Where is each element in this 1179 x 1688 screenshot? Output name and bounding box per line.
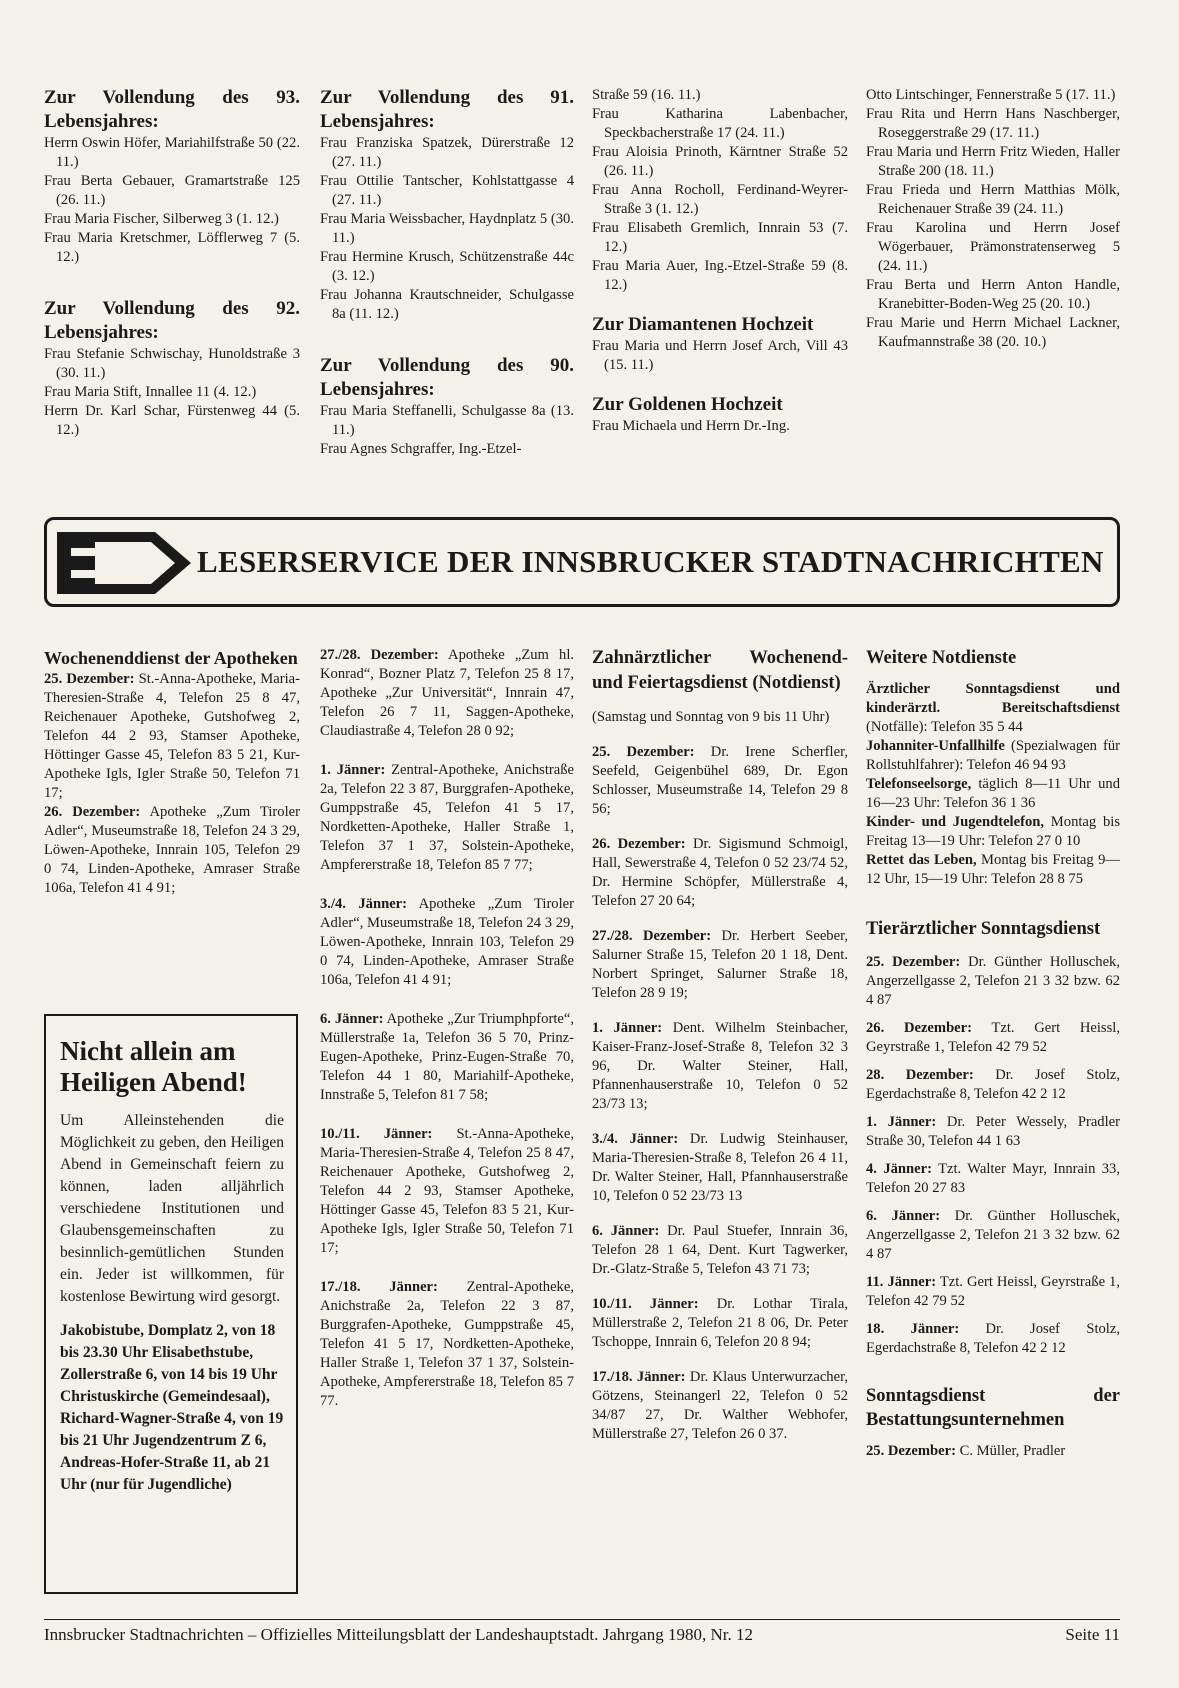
arrow-logo-icon — [55, 530, 195, 596]
list-item — [866, 953, 1120, 1010]
list-item: Frau Rita und Herrn Hans Naschberger, Roseggerstraße 29 (17. 11.) — [866, 106, 1120, 141]
section-heading: Zur Goldenen Hochzeit — [592, 394, 783, 415]
entry-date: 27./28. Dezember: — [320, 647, 439, 663]
entry-text: Dr. Günther Holluschek, Angerzellgasse 2, Telefon 21 3 32 bzw. 62 4 87 — [866, 1208, 1120, 1262]
list-item: Frau Michaela und Herrn Dr.-Ing. — [592, 418, 790, 434]
entry-label: Telefonseelsorge, — [866, 776, 972, 792]
list-item: Frau Karolina und Herrn Josef Wögerbauer, Prämonstratenserweg 5 (24. 11.) — [866, 220, 1120, 274]
entry-date: 1. Jänner: — [866, 1114, 937, 1130]
apotheken-column-2 — [320, 646, 574, 1411]
top-column-4 — [866, 86, 1120, 352]
section-heading: Zur Vollendung des 91. Lebensjahres: — [320, 87, 574, 132]
entry-text: Montag bis Freitag 13—19 Uhr: Telefon 27 0 10 — [866, 814, 1120, 849]
list-item: Frau Franziska Spatzek, Dürerstraße 12 (27. 11.) — [320, 135, 574, 170]
section-heading: Zur Vollendung des 92. Lebensjahres: — [44, 298, 300, 343]
list-item — [866, 1320, 1120, 1358]
top-column-3 — [592, 86, 848, 436]
entry-text: Dr. Peter Wessely, Pradler Straße 30, Telefon 44 1 63 — [866, 1114, 1120, 1149]
top-column-2 — [320, 86, 574, 459]
entry-date: 3./4. Jänner: — [320, 896, 408, 912]
page-footer — [44, 1625, 1120, 1645]
entry-date: 6. Jänner: — [866, 1208, 941, 1224]
list-item — [320, 1125, 574, 1258]
list-item: Frau Berta und Herrn Anton Handle, Kranebitter-Boden-Weg 25 (20. 10.) — [866, 277, 1120, 312]
list-item: Frau Agnes Schgraffer, Ing.-Etzel- — [320, 441, 522, 457]
list-item — [866, 1442, 1120, 1461]
entry-text: Apotheke „Zum Tiroler Adler“, Museumstraße 18, Telefon 24 3 29, Löwen-Apotheke, Innrain 105, Telefon 29 0 74, Linden-Apotheke, Amraser Straße 106a, Telefon 41 4 91; — [44, 804, 300, 896]
list-item — [44, 803, 300, 898]
list-item — [320, 895, 574, 990]
list-item: Frau Marie und Herrn Michael Lackner, Kaufmannstraße 38 (20. 10.) — [866, 315, 1120, 350]
page-number: Seite 11 — [1065, 1625, 1120, 1644]
list-item — [866, 813, 1120, 851]
entry-text: Apotheke „Zum Tiroler Adler“, Museumstraße 18, Telefon 24 3 29, Löwen-Apotheke, Innrain 103, Telefon 29 0 74, Linden-Apotheke, Amraser Straße 106a, Telefon 41 4 91; — [320, 896, 574, 988]
entry-text: St.-Anna-Apotheke, Maria-Theresien-Straße 4, Telefon 25 8 47, Reichenauer Apotheke, Gutshofweg 2, Telefon 44 2 93, Stamser Apotheke, Höttinger Gasse 45, Telefon 83 5 21, Kur-Apotheke Igls, Igler Straße 50, Telefon 71 17; — [44, 671, 300, 801]
entry-date: 25. Dezember: — [866, 1443, 956, 1459]
entry-date: 17./18. Jänner: — [320, 1279, 438, 1295]
entry-text: Dr. Herbert Seeber, Salurner Straße 15, Telefon 20 1 18, Dent. Norbert Springet, Salurner Straße 18, Telefon 28 9 19; — [592, 928, 848, 1001]
box-text: Um Alleinstehenden die Möglichkeit zu geben, den Heiligen Abend in Gemeinschaft feiern zu können, laden alljährlich verschiedene Institutionen und Glaubensgemeinschaften zu besinnlich-gemütlichen Stunden ein. Jeder ist willkommen, für kostenlose Bewirtung wird gesorgt. — [60, 1112, 284, 1305]
top-column-1 — [44, 86, 300, 440]
list-item — [592, 835, 848, 911]
list-item: Frau Frieda und Herrn Matthias Mölk, Reichenauer Straße 39 (24. 11.) — [866, 182, 1120, 217]
entry-date: 25. Dezember: — [592, 744, 695, 760]
list-item — [592, 927, 848, 1003]
list-item: Frau Anna Rocholl, Ferdinand-Weyrer-Straße 3 (1. 12.) — [592, 182, 848, 217]
entry-text: Zentral-Apotheke, Anichstraße 2a, Telefon 22 3 87, Burggrafen-Apotheke, Gumppstraße 45, Telefon 41 5 17, Nordketten-Apotheke, Haller Straße 1, Telefon 37 1 37, Solstein-Apotheke, Ampfererstraße 18, Telefon 85 7 77; — [320, 762, 574, 873]
entry-label: Kinder- und Jugendtelefon, — [866, 814, 1045, 830]
entry-label: Rettet das Leben, — [866, 852, 977, 868]
entry-date: 1. Jänner: — [592, 1020, 663, 1036]
apotheken-column-1 — [44, 646, 300, 898]
list-item — [592, 1368, 848, 1444]
entry-text: Dr. Irene Scherfler, Seefeld, Geigenbühel 689, Dr. Egon Schlosser, Museumstraße 14, Telefon 29 8 56; — [592, 744, 848, 817]
list-item — [866, 1207, 1120, 1264]
section-heading: Zur Vollendung des 90. Lebensjahres: — [320, 355, 574, 400]
entry-text: täglich 8—11 Uhr und 16—23 Uhr: Telefon 36 1 36 — [866, 776, 1120, 811]
box-addresses: Jakobistube, Domplatz 2, von 18 bis 23.30 Uhr Elisabethstube, Zollerstraße 6, von 14 bis 19 Uhr Christuskirche (Gemeindesaal), Richard-Wagner-Straße 4, von 19 bis 21 Uhr Jugendzentrum Z 6, Andreas-Hofer-Straße 11, ab 21 Uhr (nur für Jugendliche) — [60, 1322, 284, 1493]
section-heading: Zur Vollendung des 93. Lebensjahres: — [44, 87, 300, 132]
entry-text: St.-Anna-Apotheke, Maria-Theresien-Straße 4, Telefon 25 8 47, Reichenauer Apotheke, Gutshofweg 2, Telefon 44 2 93, Stamser Apotheke, Höttinger Gasse 45, Telefon 83 5 21, Kur-Apotheke Igls, Igler Straße 50, Telefon 71 17; — [320, 1126, 574, 1256]
list-item: Frau Ottilie Tantscher, Kohlstattgasse 4 (27. 11.) — [320, 173, 574, 208]
entry-date: 17./18. Jänner: — [592, 1369, 686, 1385]
list-item — [320, 1278, 574, 1411]
entry-date: 28. Dezember: — [866, 1067, 974, 1083]
entry-text: Dr. Josef Stolz, Egerdachstraße 8, Telefon 42 2 12 — [866, 1067, 1121, 1102]
section-heading: Zur Diamantenen Hochzeit — [592, 314, 814, 335]
bestattung-heading: Sonntagsdienst der Bestattungsunternehmen — [866, 1386, 1120, 1430]
entry-text: Dr. Sigismund Schmoigl, Hall, Sewerstraße 4, Telefon 0 52 23/74 52, Dr. Hermine Schöpfer, Müllerstraße 4, Telefon 27 20 64; — [592, 836, 848, 909]
list-item — [320, 646, 574, 741]
list-item — [866, 1019, 1120, 1057]
entry-text: Apotheke „Zur Triumphpforte“, Müllerstraße 1a, Telefon 36 5 70, Prinz-Eugen-Apotheke, Prinz-Eugen-Straße 70, Telefon 44 1 80, Mariahilf-Apotheke, Innstraße 5, Telefon 81 7 58; — [320, 1011, 574, 1103]
list-item — [866, 851, 1120, 889]
entry-text: Dr. Paul Stuefer, Innrain 36, Telefon 28 1 64, Dent. Kurt Tagwerker, Dr.-Glatz-Straße 5, Telefon 43 71 73; — [592, 1223, 848, 1277]
zahnarzt-heading: Zahnärztlicher Wochenend- und Feiertagsdienst (Notdienst) — [592, 648, 848, 693]
list-item: Frau Berta Gebauer, Gramartstraße 125 (26. 11.) — [44, 173, 300, 208]
entry-date: 27./28. Dezember: — [592, 928, 712, 944]
notdienste-column — [866, 646, 1120, 1461]
entry-text: Dent. Wilhelm Steinbacher, Kaiser-Franz-Josef-Straße 8, Telefon 32 3 96, Dr. Walter Steiner, Hall, Pfannenhauserstraße 10, Telefon 0 52 23/73 13; — [592, 1020, 848, 1112]
list-item: Herrn Dr. Karl Schar, Fürstenweg 44 (5. 12.) — [44, 403, 300, 438]
entry-text: Dr. Günther Holluschek, Angerzellgasse 2, Telefon 21 3 32 bzw. 62 4 87 — [866, 954, 1120, 1008]
entry-date: 25. Dezember: — [44, 671, 135, 687]
entry-date: 4. Jänner: — [866, 1161, 932, 1177]
entry-text: (Notfälle): Telefon 35 5 44 — [866, 719, 1023, 735]
entry-text: Tzt. Gert Heissl, Geyrstraße 1, Telefon 42 79 52 — [866, 1020, 1120, 1055]
entry-date: 18. Jänner: — [866, 1321, 960, 1337]
list-item: Frau Maria Kretschmer, Löfflerweg 7 (5. 12.) — [44, 230, 300, 265]
list-item — [866, 1066, 1120, 1104]
entry-text: Apotheke „Zum hl. Konrad“, Bozner Platz 7, Telefon 25 8 17, Apotheke „Zur Universität“, Innrain 47, Telefon 26 7 11, Saggen-Apotheke, Claudiastraße 4, Telefon 28 0 92; — [320, 647, 575, 739]
list-item: Frau Maria und Herrn Fritz Wieden, Haller Straße 200 (18. 11.) — [866, 144, 1120, 179]
list-item — [592, 1222, 848, 1279]
entry-text: Montag bis Freitag 9—12 Uhr, 15—19 Uhr: Telefon 28 8 75 — [866, 852, 1120, 887]
entry-date: 10./11. Jänner: — [592, 1296, 699, 1312]
list-item: Frau Johanna Krautschneider, Schulgasse 8a (11. 12.) — [320, 287, 574, 322]
entry-text: Tzt. Gert Heissl, Geyrstraße 1, Telefon 42 79 52 — [866, 1274, 1120, 1309]
list-item — [866, 775, 1120, 813]
list-item: Frau Hermine Krusch, Schützenstraße 44c (3. 12.) — [320, 249, 574, 284]
list-item: Frau Elisabeth Gremlich, Innrain 53 (7. 12.) — [592, 220, 848, 255]
list-item: Frau Aloisia Prinoth, Kärntner Straße 52 (26. 11.) — [592, 144, 848, 179]
entry-text: Dr. Josef Stolz, Egerdachstraße 8, Telefon 42 2 12 — [866, 1321, 1120, 1356]
entry-date: 3./4. Jänner: — [592, 1131, 679, 1147]
entry-date: 26. Dezember: — [44, 804, 141, 820]
list-item: Frau Maria Auer, Ing.-Etzel-Straße 59 (8. 12.) — [592, 258, 848, 293]
heiligabend-box — [44, 1014, 298, 1594]
entry-date: 10./11. Jänner: — [320, 1126, 433, 1142]
list-item: Frau Katharina Labenbacher, Speckbacherstraße 17 (24. 11.) — [592, 106, 848, 141]
list-item: Frau Maria und Herrn Josef Arch, Vill 43 (15. 11.) — [592, 338, 848, 373]
list-item: Frau Maria Stift, Innallee 11 (4. 12.) — [44, 384, 257, 400]
zahnarzt-intro: (Samstag und Sonntag von 9 bis 11 Uhr) — [592, 709, 830, 725]
tierarzt-heading: Tierärztlicher Sonntagsdienst — [866, 919, 1101, 939]
leserservice-banner — [44, 517, 1120, 607]
list-item — [866, 737, 1120, 775]
entry-text: C. Müller, Pradler — [959, 1443, 1066, 1459]
footer-rule — [44, 1619, 1120, 1620]
list-item — [866, 1273, 1120, 1311]
box-title: Nicht allein am Heiligen Abend! — [60, 1036, 247, 1097]
entry-date: 25. Dezember: — [866, 954, 961, 970]
entry-label: Ärztlicher Sonntagsdienst und kinderärztl. Bereitschaftsdienst — [866, 681, 1120, 716]
list-item: Otto Lintschinger, Fennerstraße 5 (17. 11.) — [866, 87, 1116, 103]
entry-date: 6. Jänner: — [320, 1011, 384, 1027]
zahnarzt-column — [592, 646, 848, 1444]
entry-date: 11. Jänner: — [866, 1274, 937, 1290]
notdienste-heading: Weitere Notdienste — [866, 648, 1017, 668]
apotheken-heading: Wochenenddienst der Apotheken — [44, 648, 298, 668]
list-item: Herrn Oswin Höfer, Mariahilfstraße 50 (22. 11.) — [44, 135, 300, 170]
list-item — [866, 1160, 1120, 1198]
list-item — [592, 1130, 848, 1206]
list-item — [592, 1295, 848, 1352]
list-item — [44, 670, 300, 803]
entry-date: 26. Dezember: — [592, 836, 686, 852]
list-item — [866, 680, 1120, 737]
footer-publication: Innsbrucker Stadtnachrichten – Offizielles Mitteilungsblatt der Landeshauptstadt. Jahrgang 1980, Nr. 12 — [44, 1625, 753, 1644]
entry-text: Zentral-Apotheke, Anichstraße 2a, Telefon 22 3 87, Burggrafen-Apotheke, Gumppstraße 45, Telefon 41 5 17, Nordketten-Apotheke, Haller Straße 1, Telefon 37 1 37, Solstein-Apotheke, Ampfererstraße 18, Telefon 85 7 77. — [320, 1279, 574, 1409]
entry-text: (Spezialwagen für Rollstuhlfahrer): Telefon 46 94 93 — [866, 738, 1120, 773]
entry-date: 1. Jänner: — [320, 762, 386, 778]
list-item: Frau Maria Steffanelli, Schulgasse 8a (13. 11.) — [320, 403, 574, 438]
entry-text: Dr. Ludwig Steinhauser, Maria-Theresien-Straße 8, Telefon 26 4 11, Dr. Walter Steiner, Hall, Pfannhauserstraße 10, Telefon 0 52 23/73 13 — [592, 1131, 848, 1204]
entry-text: Tzt. Walter Mayr, Innrain 33, Telefon 20 27 83 — [866, 1161, 1120, 1196]
entry-text: Dr. Klaus Unterwurzacher, Götzens, Steinangerl 22, Telefon 0 52 34/87 27, Dr. Walther Webhofer, Müllerstraße 27, Telefon 26 0 37. — [592, 1369, 848, 1442]
entry-text: Dr. Lothar Tirala, Müllerstraße 2, Telefon 21 8 06, Dr. Peter Tschoppe, Innrain 6, Telefon 20 8 94; — [592, 1296, 848, 1350]
list-item — [320, 761, 574, 875]
entry-label: Johanniter-Unfallhilfe — [866, 738, 1005, 754]
list-item: Frau Maria Weissbacher, Haydnplatz 5 (30. 11.) — [320, 211, 574, 246]
entry-date: 6. Jänner: — [592, 1223, 660, 1239]
list-item — [592, 743, 848, 819]
list-item — [592, 1019, 848, 1114]
list-item — [320, 1010, 574, 1105]
entry-date: 26. Dezember: — [866, 1020, 972, 1036]
list-item: Straße 59 (16. 11.) — [592, 87, 701, 103]
list-item: Frau Stefanie Schwischay, Hunoldstraße 3 (30. 11.) — [44, 346, 300, 381]
banner-title: LESERSERVICE DER INNSBRUCKER STADTNACHRICHTEN — [197, 544, 1104, 579]
list-item: Frau Maria Fischer, Silberweg 3 (1. 12.) — [44, 211, 279, 227]
list-item — [866, 1113, 1120, 1151]
